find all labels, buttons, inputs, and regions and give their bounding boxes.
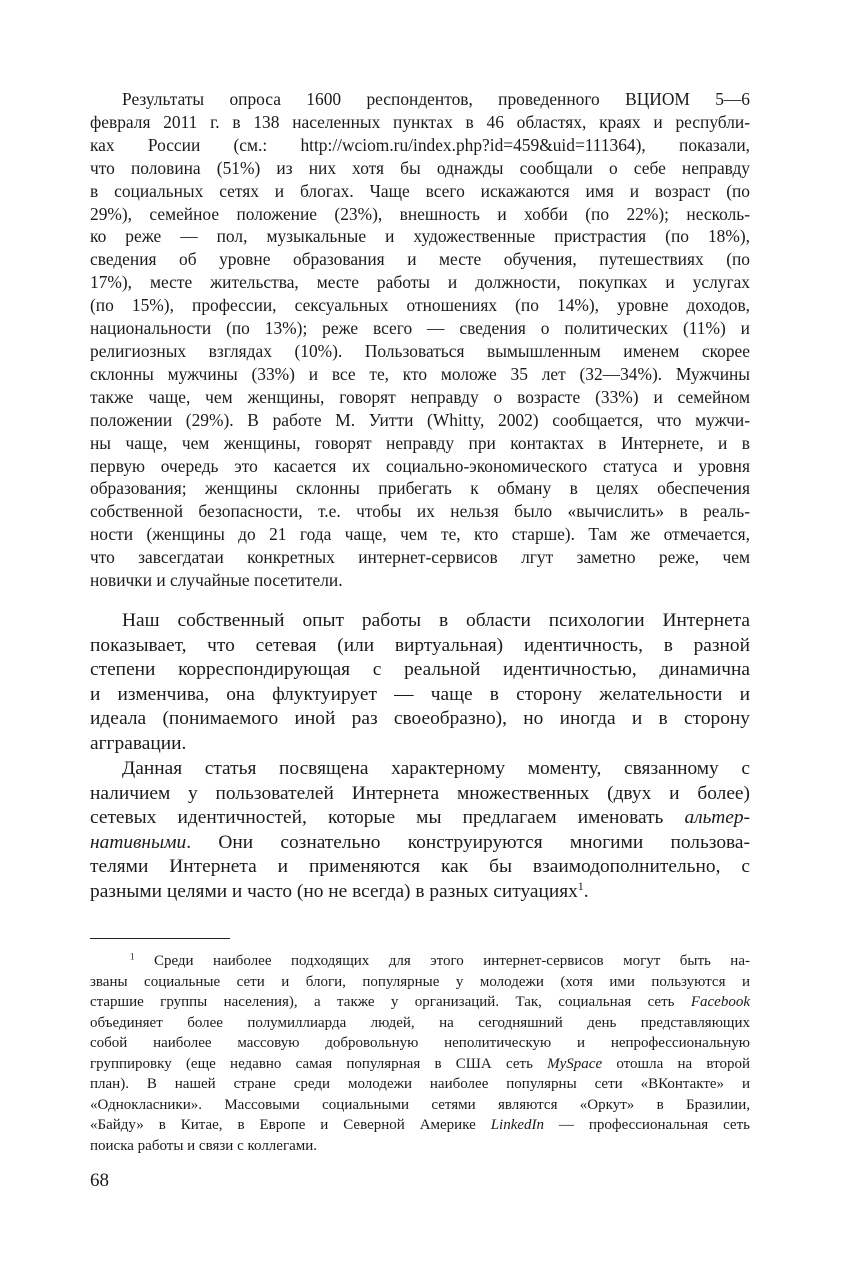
text-line [90, 831, 750, 856]
text-segment: что завсегдатаи конкретных интернет-сервисов лгут заметно реже, чем [90, 547, 750, 568]
text-segment: Среди наиболее подходящих для этого интернет-сервисов могут быть на- [134, 953, 750, 969]
text-segment: ках России (см.: http://wciom.ru/index.php?id=459&uid=111364), показали, [90, 134, 750, 155]
text-line [90, 180, 750, 203]
text-line [90, 1054, 750, 1075]
italic-text: LinkedIn [490, 1117, 545, 1133]
text-segment: и изменчива, она флуктуирует — чаще в сторону желательности и [90, 683, 750, 705]
text-segment: собственной безопасности, т.е. чтобы их нельзя было «вычислить» в реаль- [90, 501, 750, 522]
text-line [90, 523, 750, 546]
text-segment: Данная статья посвящена характерному моменту, связанному с [122, 758, 750, 779]
text-segment: план). В нашей стране среди молодежи наиболее популярны сети «ВКонтакте» и [90, 1076, 750, 1092]
page-number: 68 [90, 1170, 109, 1191]
text-segment: 17%), месте жительства, месте работы и должности, покупках и услугах [90, 272, 750, 293]
text-line [90, 455, 750, 478]
text-line [90, 1074, 750, 1095]
text-line [90, 225, 750, 248]
text-line [90, 732, 750, 757]
text-segment: . Они сознательно конструируются многими пользова- [186, 831, 750, 853]
footnote [90, 951, 750, 1156]
text-segment: . [583, 880, 589, 902]
body-paragraph-3 [90, 757, 750, 905]
text-segment: аггравации. [90, 732, 187, 754]
text-line [90, 546, 750, 569]
text-line [90, 1136, 750, 1157]
italic-text: MySpace [547, 1055, 603, 1072]
text-segment: степени корреспондирующая с реальной идентичностью, динамична [90, 659, 750, 681]
text-line [90, 1095, 750, 1116]
text-line [90, 111, 750, 134]
text-line [90, 806, 750, 831]
text-line [90, 569, 750, 592]
italic-text: Facebook [690, 994, 750, 1010]
text-line [90, 658, 750, 683]
text-line [90, 880, 750, 905]
text-line [90, 782, 750, 807]
text-line [90, 248, 750, 271]
text-line [90, 363, 750, 386]
text-segment: Наш собственный опыт работы в области психологии Интернета [122, 610, 750, 631]
text-segment: «Однокласники». Массовыми социальными сетями являются «Оркут» в Бразилии, [90, 1096, 750, 1113]
text-segment: — профессиональная сеть [544, 1117, 750, 1133]
text-segment: ко реже — пол, музыкальные и художественные пристрастия (по 18%), [90, 226, 750, 247]
text-line [90, 1115, 750, 1136]
text-segment: первую очередь это касается их социально-экономического статуса и уровня [90, 455, 750, 476]
text-segment: (по 15%), профессии, сексуальных отношениях (по 14%), уровне доходов, [90, 295, 750, 316]
text-segment: Результаты опроса 1600 респондентов, проведенного ВЦИОМ 5—6 [122, 89, 750, 109]
text-line [90, 294, 750, 317]
text-segment: идеала (понимаемого иной раз своеобразно), но иногда и в сторону [90, 708, 750, 730]
text-line [90, 972, 750, 993]
text-line [90, 757, 750, 782]
text-segment: старшие группы населения), а также у организаций. Так, социальная сеть [90, 994, 691, 1010]
text-line [90, 340, 750, 363]
text-line [90, 88, 750, 111]
text-line [90, 707, 750, 732]
text-line [90, 432, 750, 455]
italic-text: нативными [90, 831, 187, 853]
text-line [90, 203, 750, 226]
italic-text: альтер- [684, 807, 750, 829]
text-line [90, 683, 750, 708]
text-segment: званы социальные сети и блоги, популярные у молодежи (хотя ими пользуются и [90, 973, 750, 990]
text-segment: наличием у пользователей Интернета множественных (двух и более) [90, 782, 750, 804]
text-segment: ности (женщины до 21 года чаще, чем те, кто старше). Там же отмечается, [90, 524, 750, 545]
text-segment: религиозных взглядах (10%). Пользоваться вымышленным именем скорее [90, 340, 750, 361]
text-segment: «Байду» в Китае, в Европе и Северной Америке [90, 1117, 491, 1133]
text-segment: также чаще, чем женщины, говорят неправду о возрасте (33%) и семейном [90, 386, 750, 407]
text-segment: положении (29%). В работе М. Уитти (Whitty, 2002) сообщается, что мужчи- [90, 409, 750, 430]
text-segment: группировку (еще недавно самая популярная в США сеть [90, 1055, 548, 1072]
text-line [90, 951, 750, 972]
footnote-marker: 1 [130, 951, 135, 962]
text-segment: поиска работы и связи с коллегами. [90, 1137, 318, 1154]
text-line [90, 1033, 750, 1054]
text-segment: отошла на второй [602, 1055, 750, 1072]
text-line [90, 992, 750, 1013]
text-line [90, 317, 750, 340]
text-line [90, 409, 750, 432]
text-segment: склонны мужчины (33%) и все те, кто моложе 35 лет (32—34%). Мужчины [90, 363, 750, 384]
text-line [90, 134, 750, 157]
text-segment: в социальных сетях и блогах. Чаще всего искажаются имя и возраст (по [90, 180, 750, 201]
body-paragraph-2 [90, 609, 750, 757]
text-segment: телями Интернета и применяются как бы взаимодополнительно, с [90, 856, 750, 878]
text-line [90, 386, 750, 409]
text-line [90, 500, 750, 523]
text-line [90, 477, 750, 500]
text-segment: новички и случайные посетители. [90, 570, 343, 591]
text-segment: образования; женщины склонны прибегать к обману в целях обеспечения [90, 478, 750, 499]
footnote-divider [90, 938, 230, 939]
body-paragraph-1 [90, 88, 750, 592]
text-segment: показывает, что сетевая (или виртуальная) идентичность, в разной [90, 634, 750, 656]
text-segment: собой наиболее массовую добровольную неполитическую и непрофессиональную [90, 1035, 750, 1051]
text-segment: февраля 2011 г. в 138 населенных пунктах в 46 областях, краях и республи- [90, 111, 750, 132]
text-segment: национальности (по 13%); реже всего — сведения о политических (11%) и [90, 318, 750, 339]
text-segment: сведения об уровне образования и месте обучения, путешествиях (по [90, 249, 750, 270]
text-segment: ны чаще, чем женщины, говорят неправду при контактах в Интернете, и в [90, 432, 750, 453]
text-segment: что половина (51%) из них хотя бы однажды сообщали о себе неправду [90, 157, 750, 178]
text-line [90, 271, 750, 294]
text-segment: 29%), семейное положение (23%), внешность и хобби (по 22%); несколь- [90, 203, 750, 224]
text-line [90, 609, 750, 634]
text-segment: сетевых идентичностей, которые мы предлагаем именовать [90, 807, 685, 829]
text-line [90, 1013, 750, 1034]
footnote-marker: 1 [577, 880, 584, 893]
text-line [90, 634, 750, 659]
text-line [90, 157, 750, 180]
text-line [90, 855, 750, 880]
text-segment: разными целями и часто (но не всегда) в разных ситуациях [90, 880, 578, 902]
text-segment: объединяет более полумиллиарда людей, на сегодняшний день представляющих [90, 1014, 750, 1031]
